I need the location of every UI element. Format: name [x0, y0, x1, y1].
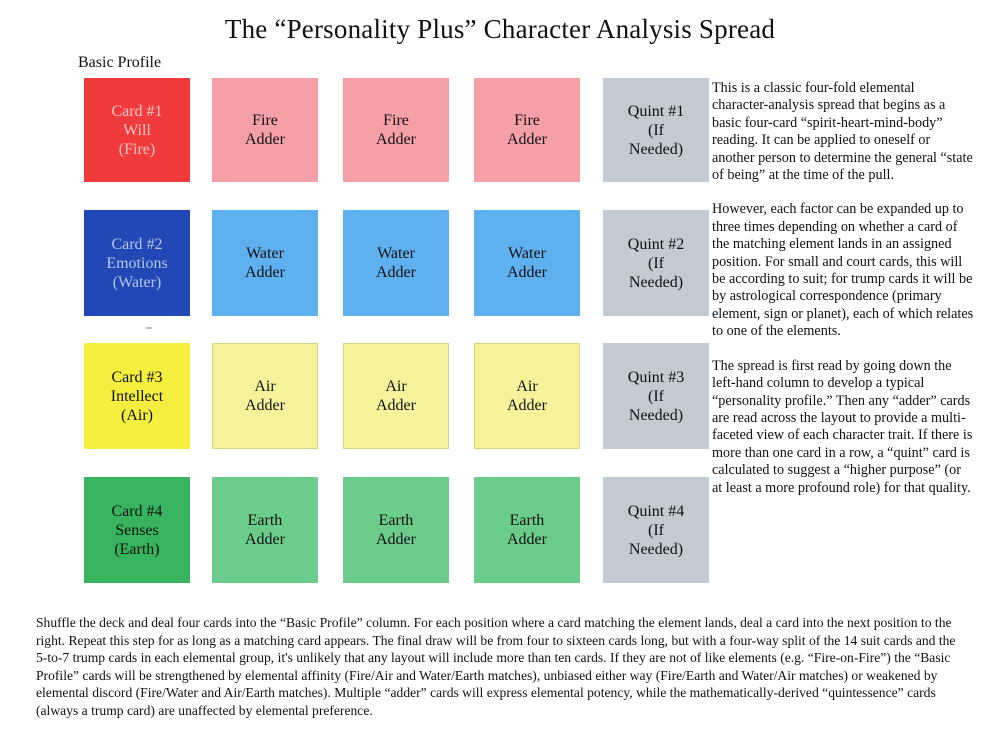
card-water-adder-3: [474, 210, 580, 316]
card-earth-adder-1-label: Earth Adder: [245, 512, 285, 548]
card-air-adder-2-label: Air Adder: [376, 378, 416, 414]
description-paragraph: However, each factor can be expanded up to three times depending on whether a card of the matching element lands in an assigned position. For small and court cards, this will be according to suit; for trump cards it will be by astrological correspondence (primary element, sign or planet), each of which relates to one of the elements.: [712, 201, 974, 340]
card-quint-3-label: Quint #3 (If Needed): [627, 368, 685, 424]
card-water-adder-2: [343, 210, 449, 316]
card-fire-adder-3: [474, 78, 580, 182]
description-paragraph: This is a classic four-fold elemental character-analysis spread that begins as a basic four-card “spirit-heart-mind-body” reading. It can be applied to oneself or another person to determine the general “state of being” at the time of the pull.: [712, 80, 973, 184]
card-water-adder-2-label: Water Adder: [376, 245, 416, 281]
card-water-adder-3-label: Water Adder: [507, 245, 547, 281]
card-earth-adder-3-label: Earth Adder: [507, 512, 547, 548]
card-basic-fire: [84, 78, 190, 182]
card-quint-1: [603, 78, 709, 182]
card-earth-adder-1: [212, 477, 318, 583]
card-air-adder-3-label: Air Adder: [507, 378, 547, 414]
card-quint-1-label: Quint #1 (If Needed): [627, 102, 685, 158]
card-air-adder-1: [212, 343, 318, 449]
card-water-adder-1-label: Water Adder: [245, 245, 285, 281]
card-quint-4-label: Quint #4 (If Needed): [627, 502, 685, 558]
card-quint-2-label: Quint #2 (If Needed): [627, 235, 685, 291]
card-basic-air: [84, 343, 190, 449]
card-air-adder-1-label: Air Adder: [245, 378, 285, 414]
card-quint-2: [603, 210, 709, 316]
page-title: The “Personality Plus” Character Analysis Spread: [224, 14, 776, 44]
description-paragraph: The spread is first read by going down the left-hand column to develop a typical “personality profile.” Then any “adder” cards are read across the layout to provide a multi-faceted view of each character trait. If there is more than one card in a row, a “quint” card is calculated to suggest a “higher purpose” (or at least a more profound role) for that quality.: [712, 357, 973, 496]
card-fire-adder-2-label: Fire Adder: [376, 112, 416, 148]
card-earth-adder-2: [343, 477, 449, 583]
divider-mark: [146, 327, 152, 329]
card-fire-adder-1-label: Fire Adder: [245, 112, 285, 148]
card-fire-adder-3-label: Fire Adder: [507, 112, 547, 148]
card-basic-fire-label: Card #1 Will (Fire): [111, 102, 163, 158]
card-fire-adder-1: [212, 78, 318, 182]
spread-description: [712, 80, 974, 514]
card-basic-earth-label: Card #4 Senses (Earth): [111, 502, 163, 558]
card-quint-3: [603, 343, 709, 449]
card-water-adder-1: [212, 210, 318, 316]
card-air-adder-3: [474, 343, 580, 449]
card-quint-4: [603, 477, 709, 583]
card-earth-adder-2-label: Earth Adder: [376, 512, 416, 548]
card-fire-adder-2: [343, 78, 449, 182]
basic-profile-label: Basic Profile: [78, 54, 162, 71]
card-basic-earth: [84, 477, 190, 583]
card-basic-water-label: Card #2 Emotions (Water): [106, 235, 168, 291]
card-air-adder-2: [343, 343, 449, 449]
card-basic-air-label: Card #3 Intellect (Air): [110, 368, 164, 424]
instructions-paragraph: Shuffle the deck and deal four cards into the “Basic Profile” column. For each position where a card matching the element lands, deal a card into the next position to the right. Repeat this step for as long as a matching card appears. The final draw will be from four to sixteen cards long, but with a four-way split of the 14 suit cards and the 5-to-7 trump cards in each elemental group, it's unlikely that any layout will include more than ten cards. If they are not of like elements (e.g. “Fire-on-Fire”) the “Basic Profile” cards will be strengthened by elemental affinity (Fire/Air and Water/Earth matches), unbiased either way (Fire/Earth and Water/Air matches) or weakened by elemental discord (Fire/Water and Air/Earth matches). Multiple “adder” cards will express elemental potency, while the mathematically-derived “quintessence” cards (always a trump card) are unaffected by elemental preference.: [36, 615, 956, 718]
card-earth-adder-3: [474, 477, 580, 583]
card-basic-water: [84, 210, 190, 316]
